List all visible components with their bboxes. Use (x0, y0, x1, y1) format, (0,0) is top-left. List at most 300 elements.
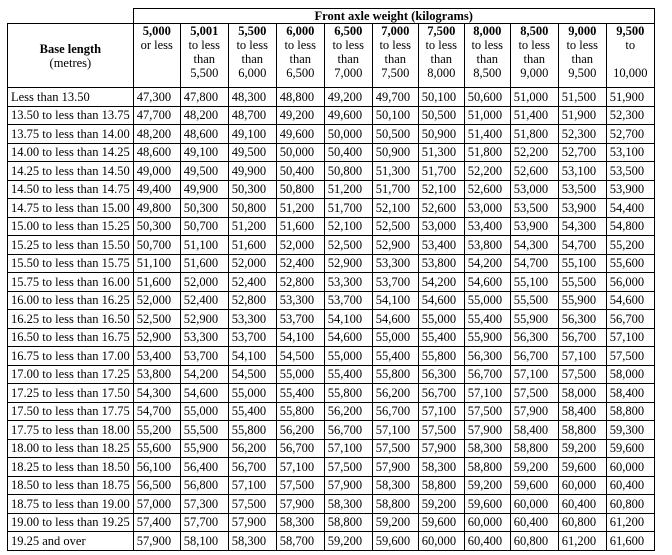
column-header-line: 10,000 (613, 66, 648, 80)
column-header (372, 24, 418, 88)
table-cell: 59,600 (606, 439, 654, 458)
table-cell: 53,100 (606, 143, 654, 162)
table-cell: 55,000 (324, 347, 372, 366)
table-cell: 53,300 (276, 291, 324, 310)
table-cell: 52,000 (133, 291, 180, 310)
table-cell: 57,500 (510, 384, 558, 403)
table-row (8, 421, 655, 440)
table-cell: 52,400 (180, 291, 228, 310)
table-cell: 52,800 (276, 273, 324, 292)
table-row (8, 347, 655, 366)
table-row (8, 143, 655, 162)
table-cell: 52,600 (510, 162, 558, 181)
table-cell: 55,200 (133, 421, 180, 440)
table-cell: 55,900 (180, 439, 228, 458)
table-cell: 58,300 (418, 458, 464, 477)
table-cell: 60,800 (606, 495, 654, 514)
table-cell: 57,500 (558, 365, 606, 384)
table-cell: 58,300 (276, 513, 324, 532)
table-row (8, 439, 655, 458)
row-label: 13.50 to less than 13.75 (8, 106, 134, 125)
table-cell: 50,900 (372, 143, 418, 162)
table-cell: 54,600 (324, 328, 372, 347)
table-cell: 52,400 (228, 273, 276, 292)
table-cell: 58,000 (558, 384, 606, 403)
table-cell: 55,400 (418, 328, 464, 347)
table-cell: 48,600 (133, 143, 180, 162)
table-cell: 55,800 (372, 365, 418, 384)
table-cell: 60,000 (558, 476, 606, 495)
table-cell: 51,700 (324, 199, 372, 218)
table-cell: 50,800 (228, 199, 276, 218)
table-cell: 52,700 (606, 125, 654, 144)
table-cell: 57,100 (324, 439, 372, 458)
table-cell: 57,900 (133, 532, 180, 551)
column-header-top: 9,500 (616, 24, 645, 38)
column-header-line: 7,500 (381, 66, 410, 80)
table-cell: 57,100 (228, 476, 276, 495)
table-cell: 53,800 (133, 365, 180, 384)
table-cell: 51,300 (418, 143, 464, 162)
table-cell: 55,400 (372, 347, 418, 366)
column-header (606, 24, 654, 88)
table-cell: 58,800 (464, 458, 510, 477)
row-label: 14.50 to less than 14.75 (8, 180, 134, 199)
table-cell: 49,400 (133, 180, 180, 199)
table-cell: 52,400 (276, 254, 324, 273)
row-header (8, 24, 134, 88)
table-cell: 55,600 (133, 439, 180, 458)
column-header (510, 24, 558, 88)
table-cell: 60,000 (606, 458, 654, 477)
table-row (8, 291, 655, 310)
table-row (8, 384, 655, 403)
table-cell: 55,000 (418, 310, 464, 329)
table-cell: 57,300 (180, 495, 228, 514)
table-row (8, 236, 655, 255)
table-cell: 49,800 (133, 199, 180, 218)
table-cell: 52,900 (372, 236, 418, 255)
table-cell: 55,000 (276, 365, 324, 384)
table-row (8, 495, 655, 514)
table-cell: 56,300 (510, 328, 558, 347)
table-cell: 57,900 (276, 495, 324, 514)
table-cell: 50,600 (464, 88, 510, 107)
table-cell: 49,500 (228, 143, 276, 162)
table-cell: 55,800 (276, 402, 324, 421)
table-cell: 54,600 (606, 291, 654, 310)
table-cell: 59,200 (324, 532, 372, 551)
column-header (276, 24, 324, 88)
table-cell: 54,700 (558, 236, 606, 255)
table-cell: 50,100 (372, 106, 418, 125)
table-cell: 58,800 (324, 513, 372, 532)
table-cell: 57,700 (180, 513, 228, 532)
table-cell: 55,800 (228, 421, 276, 440)
table-cell: 50,400 (324, 143, 372, 162)
row-label: 14.75 to less than 15.00 (8, 199, 134, 218)
table-row (8, 402, 655, 421)
table-cell: 57,100 (510, 365, 558, 384)
table-cell: 58,100 (180, 532, 228, 551)
row-label: 16.00 to less than 16.25 (8, 291, 134, 310)
column-header-line: than (430, 52, 453, 66)
table-cell: 49,600 (324, 106, 372, 125)
table-cell: 51,800 (464, 143, 510, 162)
table-cell: 51,600 (180, 254, 228, 273)
table-cell: 50,300 (180, 199, 228, 218)
column-header-line: than (523, 52, 546, 66)
table-cell: 52,500 (324, 236, 372, 255)
table-cell: 54,400 (606, 199, 654, 218)
table-cell: 59,600 (418, 513, 464, 532)
table-cell: 58,300 (464, 439, 510, 458)
table-cell: 54,200 (180, 365, 228, 384)
table-cell: 52,600 (418, 199, 464, 218)
table-cell: 56,700 (418, 384, 464, 403)
table-cell: 57,500 (228, 495, 276, 514)
column-header-line (610, 52, 651, 66)
table-cell: 56,700 (558, 328, 606, 347)
table-row (8, 513, 655, 532)
table-cell: 57,000 (133, 495, 180, 514)
column-header-top: 5,001 (190, 24, 219, 38)
table-cell: 58,400 (606, 384, 654, 403)
table-cell: 51,000 (510, 88, 558, 107)
table-cell: 53,700 (372, 273, 418, 292)
table-cell: 53,700 (324, 291, 372, 310)
column-header-line: to less (566, 38, 599, 52)
table-row (8, 125, 655, 144)
table-cell: 57,500 (324, 458, 372, 477)
table-cell: 52,900 (180, 310, 228, 329)
column-header-top: 8,000 (473, 24, 502, 38)
table-cell: 58,400 (558, 402, 606, 421)
table-cell: 57,400 (133, 513, 180, 532)
table-cell: 53,000 (510, 180, 558, 199)
table-cell: 54,300 (133, 384, 180, 403)
table-cell: 60,400 (464, 532, 510, 551)
row-label: 14.25 to less than 14.50 (8, 162, 134, 181)
row-label: 17.50 to less than 17.75 (8, 402, 134, 421)
table-cell: 47,700 (133, 106, 180, 125)
table-cell: 61,200 (606, 513, 654, 532)
table-cell: 52,100 (372, 199, 418, 218)
table-cell: 51,200 (228, 217, 276, 236)
table-row (8, 532, 655, 551)
table-cell: 55,400 (324, 365, 372, 384)
table-cell: 54,600 (418, 291, 464, 310)
row-label: 17.25 to less than 17.50 (8, 384, 134, 403)
table-cell: 50,700 (180, 217, 228, 236)
table-cell: 48,200 (180, 106, 228, 125)
table-cell: 50,300 (228, 180, 276, 199)
table-cell: 53,700 (276, 310, 324, 329)
table-cell: 55,800 (324, 384, 372, 403)
table-cell: 59,600 (558, 458, 606, 477)
table-cell: 49,200 (276, 106, 324, 125)
table-cell: 57,100 (372, 421, 418, 440)
column-header-line: to less (379, 38, 412, 52)
table-cell: 54,300 (558, 217, 606, 236)
table-cell: 50,800 (276, 180, 324, 199)
table-cell: 59,200 (558, 439, 606, 458)
table-cell: 51,000 (464, 106, 510, 125)
table-cell: 57,900 (464, 421, 510, 440)
table-cell: 49,000 (133, 162, 180, 181)
table-row (8, 458, 655, 477)
column-header-top: 8,500 (520, 24, 549, 38)
row-label: 17.00 to less than 17.25 (8, 365, 134, 384)
table-cell: 57,100 (464, 384, 510, 403)
table-cell: 56,200 (228, 439, 276, 458)
table-cell: 56,700 (276, 439, 324, 458)
table-cell: 54,300 (510, 236, 558, 255)
table-title: Front axle weight (kilograms) (133, 9, 654, 24)
column-header-line: to (625, 38, 636, 52)
table-cell: 57,500 (372, 439, 418, 458)
table-cell: 56,200 (276, 421, 324, 440)
table-cell: 47,800 (180, 88, 228, 107)
column-header (133, 24, 180, 88)
table-cell: 51,100 (180, 236, 228, 255)
table-cell: 60,800 (558, 513, 606, 532)
column-header-top: 7,000 (381, 24, 410, 38)
column-header-top: 9,000 (568, 24, 597, 38)
table-cell: 53,800 (464, 236, 510, 255)
table-cell: 55,000 (464, 291, 510, 310)
table-cell: 56,200 (372, 384, 418, 403)
table-row (8, 328, 655, 347)
table-row (8, 88, 655, 107)
table-cell: 50,500 (418, 106, 464, 125)
table-cell: 54,600 (180, 384, 228, 403)
table-cell: 51,600 (228, 236, 276, 255)
table-cell: 47,300 (133, 88, 180, 107)
table-cell: 49,600 (276, 125, 324, 144)
column-header-top: 6,500 (334, 24, 363, 38)
column-header-line: to less (471, 38, 504, 52)
table-cell: 51,500 (558, 88, 606, 107)
table-row (8, 106, 655, 125)
column-header (324, 24, 372, 88)
column-header-line: than (241, 52, 264, 66)
table-cell: 54,100 (324, 310, 372, 329)
table-cell: 54,100 (228, 347, 276, 366)
table-cell: 53,000 (418, 217, 464, 236)
table-cell: 56,700 (372, 402, 418, 421)
table-cell: 54,500 (276, 347, 324, 366)
column-header-line: 8,500 (473, 66, 502, 80)
table-cell: 58,800 (372, 495, 418, 514)
table-cell: 57,900 (418, 439, 464, 458)
column-header-line: to less (332, 38, 365, 52)
table-cell: 55,000 (372, 328, 418, 347)
row-label: 15.50 to less than 15.75 (8, 254, 134, 273)
table-cell: 58,800 (418, 476, 464, 495)
table-cell: 53,800 (418, 254, 464, 273)
table-cell: 57,500 (418, 421, 464, 440)
table-cell: 54,700 (510, 254, 558, 273)
table-cell: 53,400 (418, 236, 464, 255)
table-cell: 53,100 (558, 162, 606, 181)
table-cell: 54,200 (418, 273, 464, 292)
table-cell: 48,700 (228, 106, 276, 125)
table-cell: 58,300 (324, 495, 372, 514)
table-cell: 53,900 (606, 180, 654, 199)
row-header-line-1: Base length (39, 41, 102, 56)
row-label: 18.50 to less than 18.75 (8, 476, 134, 495)
table-row (8, 217, 655, 236)
table-cell: 48,300 (228, 88, 276, 107)
row-label: 16.75 to less than 17.00 (8, 347, 134, 366)
table-cell: 51,400 (510, 106, 558, 125)
table-cell: 53,500 (510, 199, 558, 218)
table-cell: 56,700 (228, 458, 276, 477)
table-cell: 56,800 (180, 476, 228, 495)
table-cell: 57,500 (464, 402, 510, 421)
column-header (558, 24, 606, 88)
table-cell: 59,200 (418, 495, 464, 514)
table-cell: 53,300 (228, 310, 276, 329)
table-cell: 58,800 (510, 439, 558, 458)
column-header-top: 6,000 (286, 24, 315, 38)
table-cell: 60,000 (418, 532, 464, 551)
table-cell: 52,100 (418, 180, 464, 199)
table-cell: 51,900 (558, 106, 606, 125)
table-cell: 55,800 (418, 347, 464, 366)
table-cell: 49,100 (228, 125, 276, 144)
table-cell: 51,200 (276, 199, 324, 218)
table-cell: 52,500 (133, 310, 180, 329)
row-label: 15.00 to less than 15.25 (8, 217, 134, 236)
table-cell: 54,600 (464, 273, 510, 292)
column-header-line: 5,500 (190, 66, 219, 80)
table-cell: 59,600 (372, 532, 418, 551)
table-cell: 52,500 (372, 217, 418, 236)
table-cell: 51,100 (133, 254, 180, 273)
table-cell: 50,000 (324, 125, 372, 144)
table-cell: 53,400 (464, 217, 510, 236)
table-cell: 53,300 (180, 328, 228, 347)
table-cell: 57,500 (276, 476, 324, 495)
table-cell: 52,100 (324, 217, 372, 236)
row-label: 18.00 to less than 18.25 (8, 439, 134, 458)
table-cell: 49,700 (372, 88, 418, 107)
table-cell: 50,100 (418, 88, 464, 107)
table-cell: 55,900 (558, 291, 606, 310)
table-cell: 53,300 (372, 254, 418, 273)
table-cell: 56,100 (133, 458, 180, 477)
table-cell: 53,700 (180, 347, 228, 366)
table-cell: 55,100 (510, 273, 558, 292)
table-cell: 61,600 (606, 532, 654, 551)
table-cell: 59,600 (510, 476, 558, 495)
table-cell: 55,500 (180, 421, 228, 440)
table-cell: 51,200 (324, 180, 372, 199)
table-cell: 58,300 (372, 476, 418, 495)
table-cell: 55,500 (558, 273, 606, 292)
row-label: 16.50 to less than 16.75 (8, 328, 134, 347)
table-cell: 52,900 (133, 328, 180, 347)
column-header-top: 7,500 (427, 24, 456, 38)
table-cell: 54,600 (372, 310, 418, 329)
table-cell: 51,600 (276, 217, 324, 236)
column-header-line: or less (140, 38, 173, 52)
column-header-line: 9,500 (568, 66, 597, 80)
table-cell: 54,100 (276, 328, 324, 347)
table-cell: 55,900 (464, 328, 510, 347)
table-cell: 55,000 (180, 402, 228, 421)
table-cell: 57,100 (558, 347, 606, 366)
table-cell: 59,600 (464, 495, 510, 514)
table-cell: 56,400 (180, 458, 228, 477)
row-header-line-2: (metres) (49, 55, 92, 70)
table-cell: 49,500 (180, 162, 228, 181)
table-cell: 57,500 (606, 347, 654, 366)
table-cell: 53,900 (510, 217, 558, 236)
table-cell: 55,900 (510, 310, 558, 329)
table-row (8, 273, 655, 292)
weight-table (7, 8, 655, 551)
table-cell: 52,800 (228, 291, 276, 310)
table-row (8, 199, 655, 218)
table-cell: 57,100 (276, 458, 324, 477)
table-cell: 56,700 (606, 310, 654, 329)
table-cell: 57,900 (372, 458, 418, 477)
column-header-line: 6,000 (238, 66, 267, 80)
table-row (8, 365, 655, 384)
corner-cell (8, 9, 134, 24)
row-label: 16.25 to less than 16.50 (8, 310, 134, 329)
table-row (8, 180, 655, 199)
table-cell: 60,800 (510, 532, 558, 551)
column-header-line: 6,500 (286, 66, 315, 80)
table-cell: 56,300 (558, 310, 606, 329)
table-cell: 52,000 (276, 236, 324, 255)
table-cell: 48,200 (133, 125, 180, 144)
table-cell: 61,200 (558, 532, 606, 551)
table-cell: 52,300 (606, 106, 654, 125)
row-label: 15.25 to less than 15.50 (8, 236, 134, 255)
table-cell: 52,200 (464, 162, 510, 181)
table-cell: 53,000 (464, 199, 510, 218)
column-header (180, 24, 228, 88)
table-cell: 52,600 (464, 180, 510, 199)
table-cell: 55,400 (228, 402, 276, 421)
table-cell: 57,100 (606, 328, 654, 347)
table-row (8, 162, 655, 181)
column-header-line: than (193, 52, 216, 66)
table-cell: 60,000 (510, 495, 558, 514)
table-cell: 48,600 (180, 125, 228, 144)
table-cell: 58,400 (510, 421, 558, 440)
row-label: 18.75 to less than 19.00 (8, 495, 134, 514)
table-cell: 53,400 (133, 347, 180, 366)
table-cell: 52,900 (324, 254, 372, 273)
table-cell: 58,700 (276, 532, 324, 551)
column-header (228, 24, 276, 88)
row-label: 18.25 to less than 18.50 (8, 458, 134, 477)
table-cell: 52,000 (180, 273, 228, 292)
column-header-line: 7,000 (334, 66, 363, 80)
table-cell: 55,400 (464, 310, 510, 329)
table-cell: 50,500 (372, 125, 418, 144)
table-cell: 59,200 (510, 458, 558, 477)
column-header (464, 24, 510, 88)
table-cell: 56,700 (324, 421, 372, 440)
table-cell: 52,700 (558, 143, 606, 162)
